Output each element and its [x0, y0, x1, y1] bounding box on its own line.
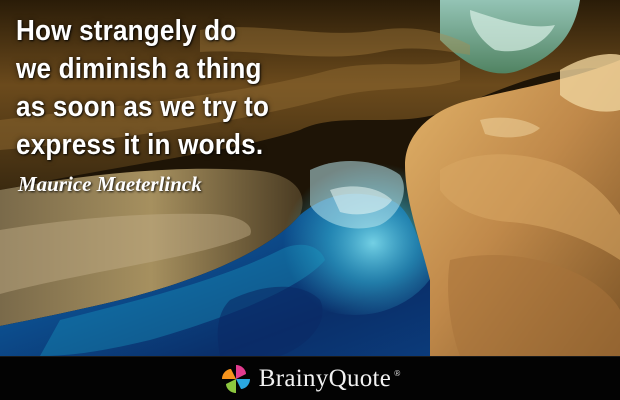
- quote-text: [16, 12, 313, 164]
- quote-line: express it in words.: [16, 129, 264, 161]
- brand-footer: [0, 356, 620, 400]
- quote-line: we diminish a thing: [16, 53, 262, 85]
- quote-line: How strangely do: [16, 15, 237, 47]
- quote-author: Maurice Maeterlinck: [18, 172, 202, 196]
- brand-name: BrainyQuote: [258, 365, 392, 392]
- pinwheel-logo-icon: [219, 362, 253, 396]
- brainyquote-link[interactable]: [219, 357, 401, 400]
- registered-mark: ®: [393, 369, 402, 378]
- quote-line: as soon as we try to: [16, 91, 270, 123]
